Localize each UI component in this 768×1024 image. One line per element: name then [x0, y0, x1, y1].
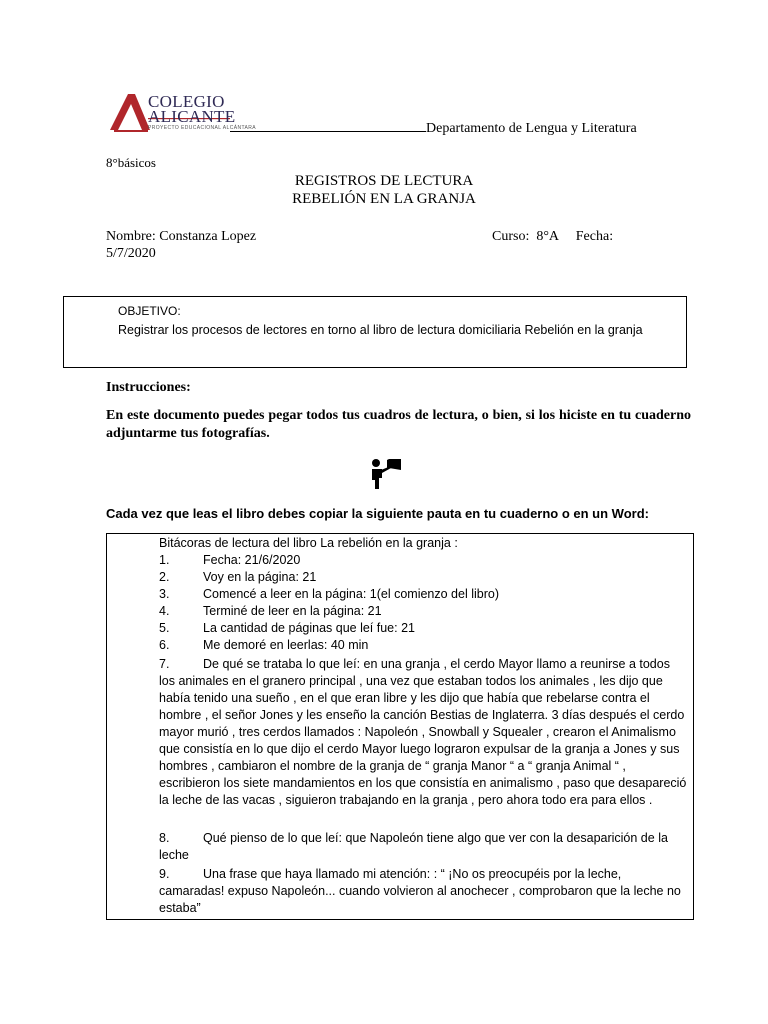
item-number: 2.: [159, 570, 170, 584]
item-7-continuation: los animales en el granero principal , una vez que estaban todos los animales , les dijo que había tenido una sueño , en el que eran libre y les dijo que había que rebelarse contra el hombre , el señor Jones y les enseño la canción Bestias de Inglaterra. 3 días después el cerdo mayor murió , tres cerdos llamados : Napoleón , Snowball y Squealer , crearon el Animalismo que consistía en lo que dijo el cerdo Mayor luego lograron expulsar de la granja a Jones y sus hombres , cambiaron el nombre de la granja de “ granja Manor “ a “ granja Animal “ , escribieron los siete mandamientos en los que consistía en animalismo , paso que desapareció la leche de las vacas , siguieron trabajando en la granja , pero ahora todo era para ellos .: [159, 674, 687, 807]
objective-label: OBJETIVO:: [118, 304, 181, 318]
item-text: Una frase que haya llamado mi atención: : “ ¡No os preocupéis por la leche,: [203, 867, 622, 881]
item-number: 5.: [159, 621, 170, 635]
item-text: Fecha: 21/6/2020: [203, 553, 301, 567]
item-text: La cantidad de páginas que leí fue: 21: [203, 621, 415, 635]
grade-level: 8°básicos: [106, 155, 156, 170]
logo-text-colegio: COLEGIO: [148, 92, 225, 111]
department-name: Departamento de Lengua y Literatura: [426, 121, 637, 136]
reader-with-book-icon: [369, 456, 403, 490]
item-number: 7.: [159, 657, 170, 671]
instructions-text: En este documento puedes pegar todos tus cuadros de lectura, o bien, si los hiciste en tu cuaderno adjuntarme tus fotografías.: [106, 408, 691, 441]
instructions-label: Instrucciones:: [106, 380, 191, 395]
item-number: 9.: [159, 867, 170, 881]
objective-text: Registrar los procesos de lectores en torno al libro de lectura domiciliaria Rebelión en la granja: [118, 323, 643, 337]
blank-underline: [230, 119, 426, 132]
item-text: Terminé de leer en la página: 21: [203, 604, 382, 618]
item-text: Qué pienso de lo que leí: que Napoleón tiene algo que ver con la desaparición de la: [203, 831, 668, 845]
item-text: Me demoré en leerlas: 40 min: [203, 638, 369, 652]
item-text: Comencé a leer en la página: 1(el comienzo del libro): [203, 587, 499, 601]
item-number: 8.: [159, 831, 170, 845]
date-value: 5/7/2020: [106, 246, 156, 261]
department-line: [230, 119, 637, 137]
book-title: REBELIÓN EN LA GRANJA: [292, 191, 476, 207]
logo-subtext: PROYECTO EDUCACIONAL ALCÁNTARA: [148, 125, 257, 131]
student-name: Nombre: Constanza Lopez: [106, 229, 257, 244]
log-title: Bitácoras de lectura del libro La rebelión en la granja :: [159, 536, 458, 550]
item-number: 1.: [159, 553, 170, 567]
item-9-continuation: camaradas! expuso Napoleón... cuando volvieron al anochecer , comprobaron que la leche no estaba”: [159, 884, 681, 915]
item-number: 3.: [159, 587, 170, 601]
item-number: 6.: [159, 638, 170, 652]
copy-instructions: Cada vez que leas el libro debes copiar la siguiente pauta en tu cuaderno o en un Word:: [106, 506, 649, 521]
page-title: REGISTROS DE LECTURA: [294, 173, 474, 189]
item-number: 4.: [159, 604, 170, 618]
item-text: De qué se trataba lo que leí: en una granja , el cerdo Mayor llamo a reunirse a todos: [203, 657, 670, 671]
logo-text-alicante: ALICANTE: [148, 107, 236, 126]
item-8-continuation: leche: [159, 848, 189, 862]
item-text: Voy en la página: 21: [203, 570, 317, 584]
course-date-label: Curso: 8°A Fecha:: [492, 229, 614, 244]
